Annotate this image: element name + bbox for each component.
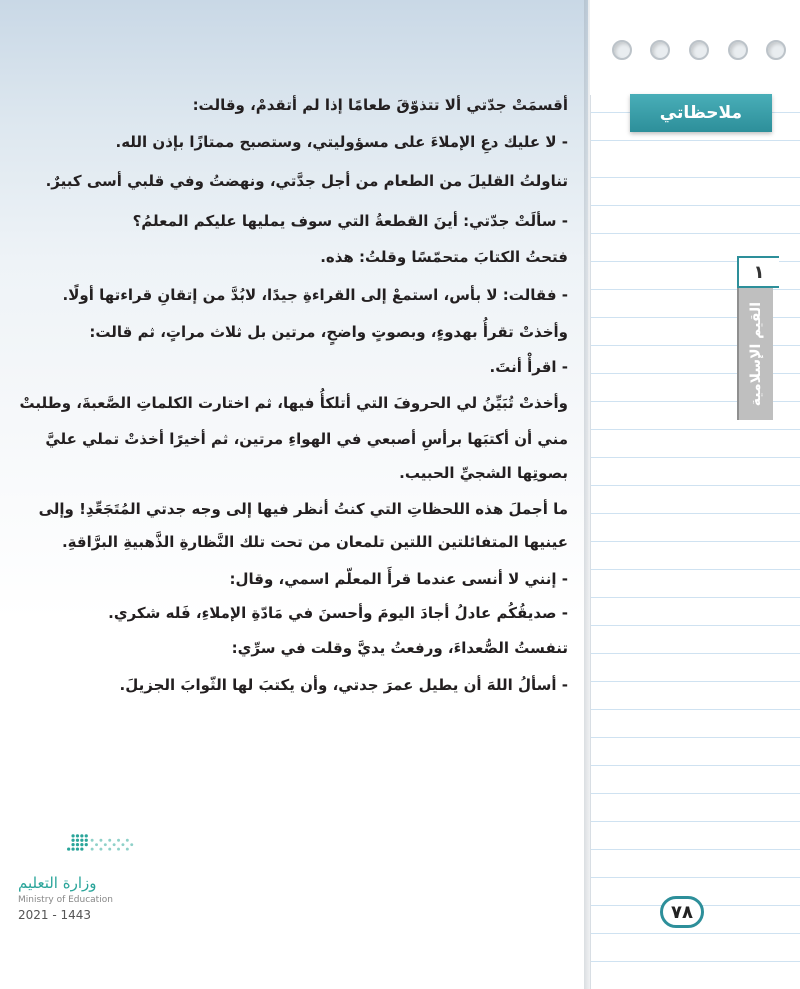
text-line: - اقرأْ أنتَ. [489, 358, 568, 376]
text-line: - أسألُ اللهَ أن يطيل عمرَ جدتي، وأن يكتبَ لها الثّوابَ الجزيلَ. [119, 676, 568, 694]
unit-number: ١ [753, 261, 765, 283]
ministry-name-en: Ministry of Education [18, 895, 113, 905]
text-line: - إنني لا أنسى عندما قرأَ المعلّم اسمي، وقال: [229, 570, 568, 588]
page-number [660, 896, 704, 928]
text-line: - صديقُكُم عادلُ أجادَ اليومَ وأحسنَ في مَادّةِ الإملاءِ، فَله شكري. [108, 604, 568, 622]
notes-title-tab [630, 94, 772, 132]
text-line: - فقالت: لا بأس، استمعْ إلى القراءةِ جيدًا، لابُدَّ من إتقانِ قراءتها أولًا. [62, 286, 568, 304]
unit-title-strip [737, 288, 773, 420]
binder-hole-icon [766, 40, 786, 60]
text-line: عينيها المتفائلتين اللتين تلمعان من تحت تلك النَّظارةِ الذَّهبيةِ البرَّاقةِ. [61, 533, 568, 551]
text-line: بصوتِها الشجيِّ الحبيب. [399, 464, 568, 482]
binder-hole-icon [650, 40, 670, 60]
notes-notebook [590, 0, 800, 989]
binder-hole-icon [728, 40, 748, 60]
binder-hole-icon [689, 40, 709, 60]
text-line: ما أجملَ هذه اللحظاتِ التي كنتُ أنظر فيها إلى وجه جدتي المُتَجَعِّدِ! وإلى [38, 500, 568, 518]
text-line: فتحتُ الكتابَ متحمّسًا وقلتُ: هذه. [320, 248, 568, 266]
text-line: تنفستُ الصُّعداءَ، ورفعتُ يديَّ وقلت في سرِّي: [231, 639, 568, 657]
text-line: - سألَتْ جدّتي: أينَ القطعةُ التي سوف يمليها عليكم المعلمُ؟ [132, 212, 568, 230]
notes-title: ملاحظاتي [659, 103, 742, 123]
ministry-logo-icon [18, 830, 178, 874]
unit-number-box [737, 256, 779, 288]
text-line: تناولتُ القليلَ من الطعام من أجل جدَّتي، ونهضتُ وفي قلبي أسى كبيرٌ. [45, 172, 568, 190]
text-line: أقسمَتْ جدّتي ألا تتذوّقَ طعامًا إذا لم أتقدمْ، وقالت: [192, 96, 568, 114]
ministry-name-ar: وزارة التعليم [18, 874, 97, 892]
ministry-year: 2021 - 1443 [18, 908, 92, 922]
text-line: وأخذتْ تُبَيِّنُ لي الحروفَ التي أتلكأُ فيها، ثم اختارت الكلماتِ الصَّعبةَ، وطلبتْ [19, 394, 568, 412]
text-line: وأخذتْ تقرأُ بهدوءٍ، وبصوتٍ واضحٍ، مرتين بل ثلاث مراتٍ، ثم قالت: [89, 323, 568, 341]
text-line: مني أن أكتبَها برأسِ أصبعي في الهواءِ مرتين، ثم أخيرًا أخذتْ تملي عليَّ [45, 430, 568, 448]
page-number-text: ٧٨ [671, 901, 693, 923]
text-line: - لا عليك دعِ الإملاءَ على مسؤوليتي، وستصبح ممتازًا بإذن الله. [115, 133, 568, 151]
binder-hole-icon [612, 40, 632, 60]
unit-title: القيم الإسلامية [748, 301, 764, 407]
